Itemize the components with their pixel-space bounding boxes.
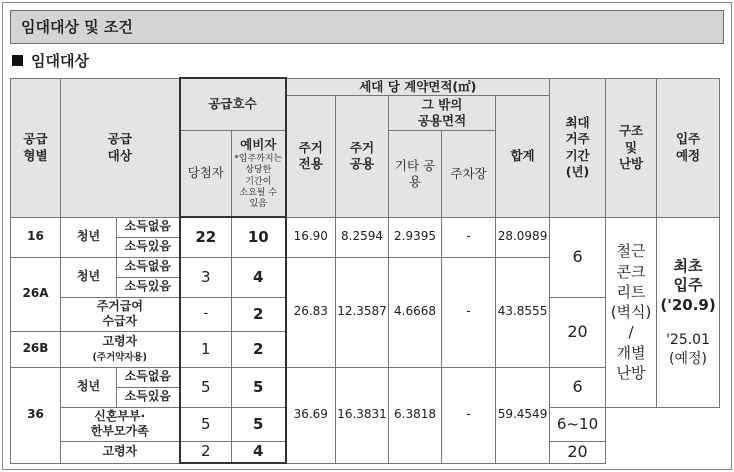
row26a-target: 청년 <box>61 257 117 297</box>
header-parking: 주차장 <box>442 130 496 217</box>
rental-target-table <box>10 77 720 464</box>
row36-reserve: 5 <box>232 367 286 407</box>
header-supply-type: 공급 형별 <box>11 78 61 217</box>
row26-other: 4.6668 <box>389 257 442 367</box>
row26b-target-cell <box>61 331 180 367</box>
row16-type: 16 <box>11 217 61 257</box>
row36-reserve3: 4 <box>232 441 286 463</box>
row26a-winner2: - <box>180 297 232 331</box>
period-2: 20 <box>550 297 606 367</box>
move-in-planned: '25.01 (예정) <box>666 332 710 367</box>
move-in-first-date: ('20.9) <box>660 295 716 314</box>
header-supply-count: 공급호수 <box>180 78 286 130</box>
row26-common: 12.3587 <box>336 257 389 367</box>
row36-exclusive: 36.69 <box>286 367 336 463</box>
row26-parking: - <box>442 257 496 367</box>
row16-common: 8.2594 <box>336 217 389 257</box>
row36-common: 16.3831 <box>336 367 389 463</box>
row36-winner2: 5 <box>180 407 232 441</box>
header-winner: 당첨자 <box>180 130 232 217</box>
row16-other: 2.9395 <box>389 217 442 257</box>
move-in-first: 최초 입주 <box>673 256 703 295</box>
row36-reserve2: 5 <box>232 407 286 441</box>
header-exclusive: 주거 전용 <box>286 95 336 217</box>
period-4: 6~10 <box>550 407 606 441</box>
row26a-reserve2: 2 <box>232 297 286 331</box>
period-3: 6 <box>550 367 606 407</box>
square-bullet-icon <box>12 55 23 66</box>
period-1: 6 <box>550 217 606 297</box>
row26a-winner: 3 <box>180 257 232 297</box>
header-common: 주거 공용 <box>336 95 389 217</box>
move-in-cell <box>657 217 720 407</box>
header-max-period: 최대 거주 기간 (년) <box>550 78 606 217</box>
header-other-common: 그 밖의 공용면적 <box>389 95 496 130</box>
header-move-in: 입주 예정 <box>657 78 720 217</box>
row26a-type: 26A <box>11 257 61 331</box>
header-total: 합계 <box>496 95 550 217</box>
row36-target2: 신혼부부· 한부모가족 <box>61 407 180 441</box>
row16-winner: 22 <box>180 217 232 257</box>
row26-total: 43.8555 <box>496 257 550 367</box>
row26a-sub2: 소득있음 <box>117 277 180 297</box>
header-structure: 구조 및 난방 <box>606 78 657 217</box>
section-title <box>12 51 89 71</box>
row36-sub1: 소득없음 <box>117 367 180 387</box>
row36-type: 36 <box>11 367 61 463</box>
row36-sub2: 소득있음 <box>117 387 180 407</box>
row16-reserve: 10 <box>232 217 286 257</box>
row36-total: 59.4549 <box>496 367 550 463</box>
row16-sub1: 소득없음 <box>117 217 180 237</box>
row36-target: 청년 <box>61 367 117 407</box>
header-reserve-cell <box>232 130 286 217</box>
page-title: 임대대상 및 조건 <box>10 10 724 44</box>
row26a-sub1: 소득없음 <box>117 257 180 277</box>
row26b-target-sub: (주거약자용) <box>92 352 148 364</box>
section-title-text: 임대대상 <box>31 52 89 70</box>
header-other: 기타 공용 <box>389 130 442 217</box>
row16-parking: - <box>442 217 496 257</box>
row36-winner: 5 <box>180 367 232 407</box>
period-5: 20 <box>550 441 606 463</box>
header-reserve: 예비자 <box>240 136 277 152</box>
structure-cell: 철근 콘크 리트 (벽식) / 개별 난방 <box>606 217 657 407</box>
row36-winner3: 2 <box>180 441 232 463</box>
row36-other: 6.3818 <box>389 367 442 463</box>
row36-parking: - <box>442 367 496 463</box>
header-reserve-note: *입주까지는 상당한 기간이 소요될 수 있음 <box>234 154 283 209</box>
row26a-target2: 주거급여 수급자 <box>61 297 180 331</box>
row26-exclusive: 26.83 <box>286 257 336 367</box>
row16-target: 청년 <box>61 217 117 257</box>
row36-target3: 고령자 <box>61 441 180 463</box>
row16-total: 28.0989 <box>496 217 550 257</box>
row16-exclusive: 16.90 <box>286 217 336 257</box>
row26b-winner: 1 <box>180 331 232 367</box>
row16-sub2: 소득있음 <box>117 237 180 257</box>
row26b-target: 고령자 <box>102 333 138 348</box>
row26a-reserve: 4 <box>232 257 286 297</box>
row26b-reserve: 2 <box>232 331 286 367</box>
row26b-type: 26B <box>11 331 61 367</box>
header-supply-target: 공급 대상 <box>61 78 180 217</box>
header-area: 세대 당 계약면적(㎡) <box>286 78 550 95</box>
